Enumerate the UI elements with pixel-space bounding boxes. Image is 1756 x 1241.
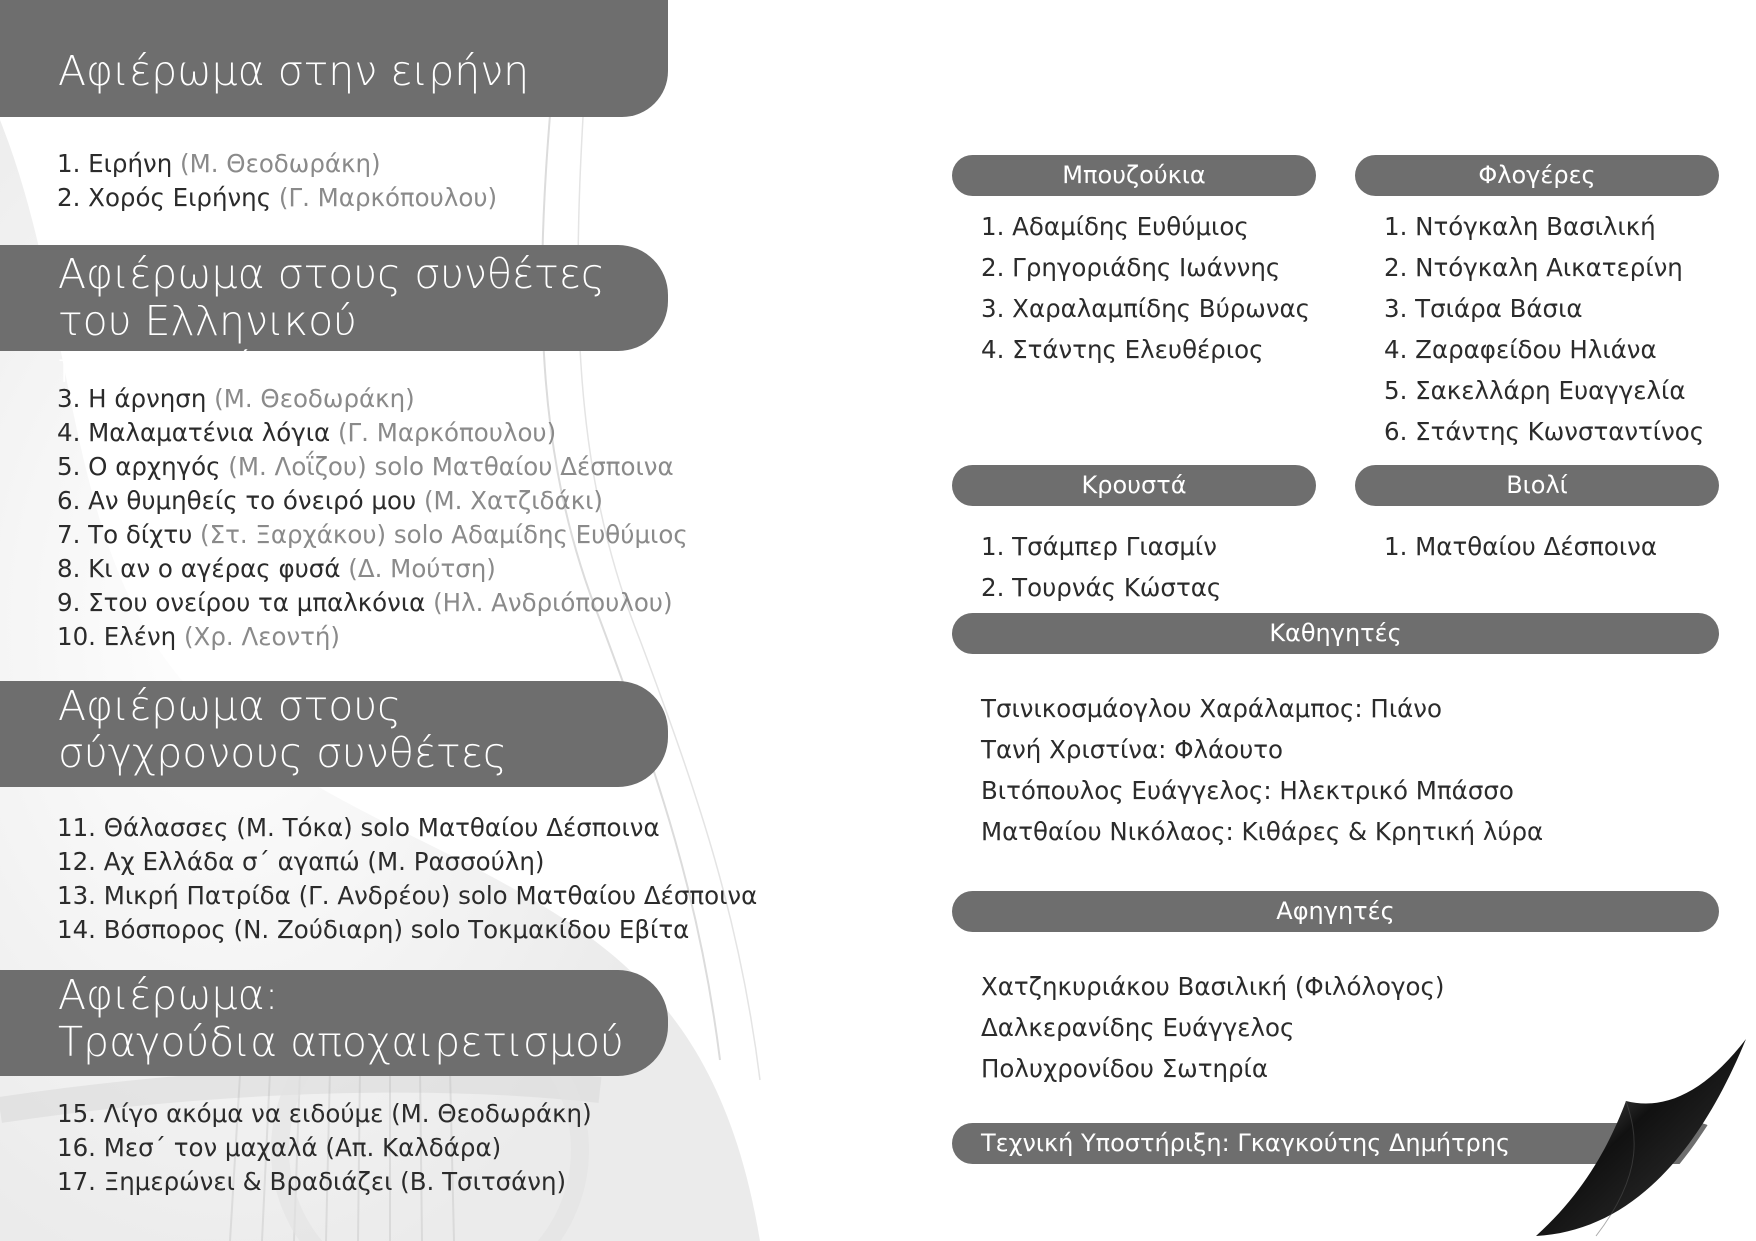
tech-support-text: Τεχνική Υποστήριξη: Γκαγκούτης Δημήτρης [981, 1129, 1511, 1157]
list-item: 6. Στάντης Κωνσταντίνος [1384, 417, 1705, 446]
list-item: 2. Χορός Ειρήνης (Γ. Μαρκόπουλου) [57, 183, 498, 212]
list-item: 8. Κι αν ο αγέρας φυσά (Δ. Μούτση) [57, 554, 496, 583]
section-title-line: σύγχρονους συνθέτες [58, 729, 507, 777]
list-item: Ματθαίου Νικόλαος: Κιθάρες & Κρητική λύρα [981, 817, 1544, 846]
group-label-flutes: Φλογέρες [1355, 155, 1719, 196]
list-item: 1. Ματθαίου Δέσποινα [1384, 532, 1657, 561]
list-item: 3. Χαραλαμπίδης Βύρωνας [981, 294, 1311, 323]
list-item: 2. Ντόγκαλη Αικατερίνη [1384, 253, 1683, 282]
group-label-teachers: Καθηγητές [952, 613, 1719, 654]
group-label-narrators: Αφηγητές [952, 891, 1719, 932]
list-item: Πολυχρονίδου Σωτηρία [981, 1054, 1268, 1083]
section-title-line: Αφιέρωμα στους συνθέτες [58, 250, 605, 298]
list-item: Δαλκερανίδης Ευάγγελος [981, 1013, 1295, 1042]
list-item: 3. Τσιάρα Βάσια [1384, 294, 1583, 323]
list-item: 6. Αν θυμηθείς το όνειρό μου (Μ. Χατζιδάκι) [57, 486, 603, 515]
member-list-narrators [981, 966, 1444, 1089]
group-label-percussion: Κρουστά [952, 465, 1316, 506]
section-title-line: Αφιέρωμα στην ειρήνη [58, 47, 530, 95]
list-item: Τσινικοσμάογλου Χαράλαμπος: Πιάνο [981, 694, 1442, 723]
list-item: 5. Σακελλάρη Ευαγγελία [1384, 376, 1686, 405]
list-item: 4. Στάντης Ελευθέριος [981, 335, 1264, 364]
list-item: 16. Μεσ΄ τον μαχαλά (Απ. Καλδάρα) [57, 1133, 502, 1162]
member-list-bouzouki [981, 206, 1310, 370]
section-title-line: Αφιέρωμα: [58, 971, 279, 1019]
group-label-bouzouki: Μπουζούκια [952, 155, 1316, 196]
list-item: 1. Ειρήνη (Μ. Θεοδωράκη) [57, 149, 381, 178]
list-item: Τανή Χριστίνα: Φλάουτο [981, 735, 1284, 764]
section-header-modern-composers [0, 681, 668, 787]
song-list-greek-composers [57, 382, 688, 654]
list-item: 3. Η άρνηση (Μ. Θεοδωράκη) [57, 384, 415, 413]
list-item: 12. Αχ Ελλάδα σ΄ αγαπώ (Μ. Ρασσούλη) [57, 847, 545, 876]
song-list-peace [57, 147, 497, 215]
list-item: 7. Το δίχτυ (Στ. Ξαρχάκου) solo Αδαμίδης Ευθύμιος [57, 520, 688, 549]
list-item: 5. Ο αρχηγός (Μ. Λοΐζου) solo Ματθαίου Δέσποινα [57, 452, 674, 481]
list-item: 15. Λίγο ακόμα να ειδούμε (Μ. Θεοδωράκη) [57, 1099, 592, 1128]
list-item: 1. Τσάμπερ Γιασμίν [981, 532, 1217, 561]
list-item: 1. Ντόγκαλη Βασιλική [1384, 212, 1656, 241]
section-header-farewell-songs [0, 970, 668, 1076]
page-curl-icon [1476, 1031, 1756, 1241]
list-item: 2. Τουρνάς Κώστας [981, 573, 1222, 602]
list-item: 2. Γρηγοριάδης Ιωάννης [981, 253, 1281, 282]
list-item: 4. Μαλαματένια λόγια (Γ. Μαρκόπουλου) [57, 418, 557, 447]
list-item: 14. Βόσπορος (Ν. Ζούδιαρη) solo Τοκμακίδου Εβίτα [57, 915, 690, 944]
section-title-line: του Ελληνικού πενταγράμμου [58, 297, 358, 392]
member-list-flutes [1384, 206, 1704, 452]
section-header-greek-composers [0, 245, 668, 392]
list-item: 9. Στου ονείρου τα μπαλκόνια (Ηλ. Ανδριόπουλου) [57, 588, 673, 617]
list-item: Χατζηκυριάκου Βασιλική (Φιλόλογος) [981, 972, 1445, 1001]
section-title-line: Τραγούδια αποχαιρετισμού [58, 1018, 624, 1066]
list-item: Βιτόπουλος Ευάγγελος: Ηλεκτρικό Μπάσσο [981, 776, 1514, 805]
list-item: 13. Μικρή Πατρίδα (Γ. Ανδρέου) solo Ματθαίου Δέσποινα [57, 881, 758, 910]
song-list-modern-composers [57, 811, 757, 947]
section-title-line: Αφιέρωμα στους [58, 682, 402, 730]
list-item: 17. Ξημερώνει & Βραδιάζει (Β. Τσιτσάνη) [57, 1167, 567, 1196]
member-list-percussion [981, 526, 1221, 608]
section-header-peace [0, 0, 668, 117]
list-item: 11. Θάλασσες (Μ. Τόκα) solo Ματθαίου Δέσποινα [57, 813, 660, 842]
member-list-violin [1384, 526, 1657, 567]
list-item: 10. Ελένη (Χρ. Λεοντή) [57, 622, 340, 651]
member-list-teachers [981, 688, 1543, 852]
list-item: 4. Ζαραφείδου Ηλιάνα [1384, 335, 1657, 364]
group-label-violin: Βιολί [1355, 465, 1719, 506]
list-item: 1. Αδαμίδης Ευθύμιος [981, 212, 1249, 241]
song-list-farewell [57, 1097, 592, 1199]
